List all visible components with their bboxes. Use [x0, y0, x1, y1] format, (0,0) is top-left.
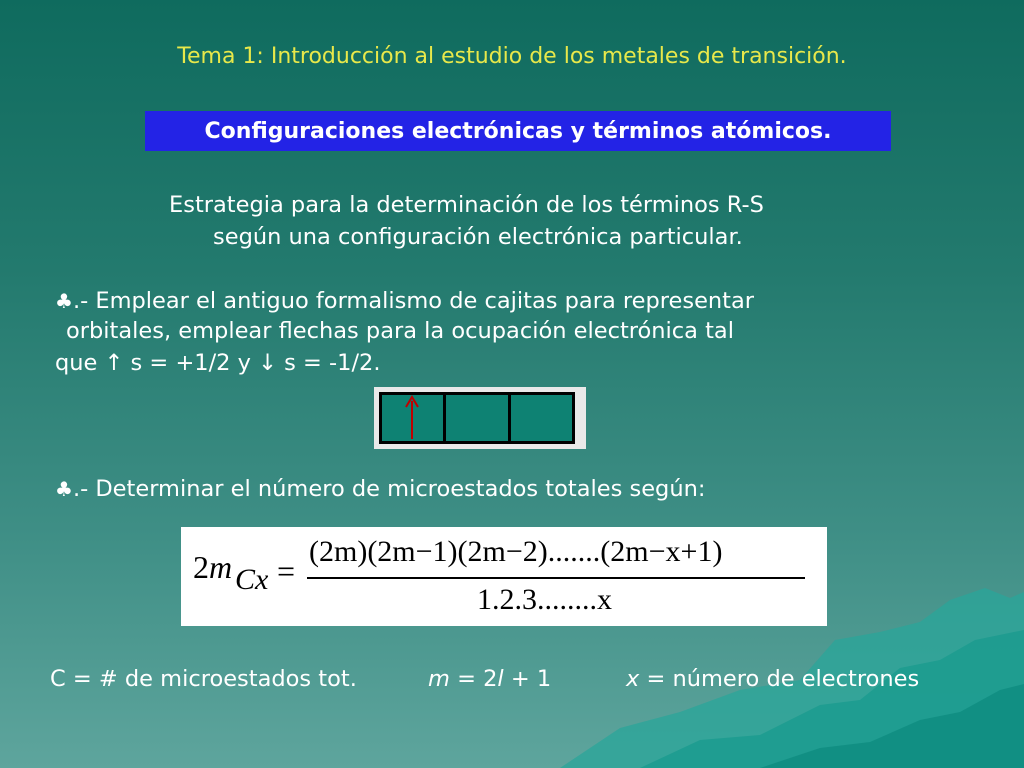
legend-m-def-a: = 2	[449, 666, 498, 692]
heading-line-2: según una configuración electrónica particular.	[213, 224, 743, 250]
subtitle-banner	[145, 111, 891, 151]
legend-x-var: x	[626, 666, 640, 692]
bullet-1-text-3a: que	[55, 350, 105, 376]
legend-m-definition	[428, 666, 551, 692]
bullet-2-line	[55, 476, 705, 502]
electron-up-arrow-icon	[402, 395, 422, 441]
bullet-1-line-3	[55, 350, 381, 376]
orbital-box-diagram	[374, 387, 586, 449]
formula-equals: =	[277, 553, 296, 589]
bullet-1-line-1	[55, 288, 754, 314]
orbital-cell-2	[446, 395, 510, 441]
subtitle-text: Configuraciones electrónicas y términos atómicos.	[204, 118, 832, 144]
down-arrow-icon: ↓	[258, 350, 277, 376]
bullet-1-text-3c: s = -1/2.	[276, 350, 381, 376]
formula-numerator: (2m)(2m−1)(2m−2).......(2m−x+1)	[309, 535, 723, 568]
legend-m-var: m	[428, 666, 450, 692]
formula-lhs-m: m	[209, 549, 233, 585]
legend-l-var: l	[497, 666, 504, 692]
formula-lhs-2: 2	[193, 549, 209, 585]
slide-title: Tema 1: Introducción al estudio de los metales de transición.	[177, 44, 847, 69]
legend-c-definition: C = # de microestados tot.	[50, 666, 357, 692]
fraction-bar	[307, 577, 805, 579]
club-bullet-icon: ♣	[55, 289, 73, 313]
bullet-2-text: .- Determinar el número de microestados totales según:	[72, 476, 706, 502]
orbital-cell-3	[511, 395, 572, 441]
formula-lhs-sub: Cx	[235, 563, 269, 596]
legend-x-definition	[626, 666, 919, 692]
orbital-boxes	[379, 392, 575, 444]
legend-x-def: = número de electrones	[639, 666, 920, 692]
bullet-1-text-1: .- Emplear el antiguo formalismo de cajitas para representar	[72, 288, 755, 314]
up-arrow-icon: ↑	[104, 350, 124, 376]
heading-line-1: Estrategia para la determinación de los términos R-S	[169, 192, 764, 218]
formula-denominator: 1.2.3........x	[477, 583, 612, 616]
bullet-1-line-2: orbitales, emplear flechas para la ocupación electrónica tal	[66, 318, 734, 344]
bullet-1-text-3b: s = +1/2 y	[123, 350, 259, 376]
formula-box	[181, 527, 827, 626]
club-bullet-icon: ♣	[55, 477, 73, 501]
orbital-cell-1	[382, 395, 446, 441]
legend-m-def-b: + 1	[503, 666, 552, 692]
